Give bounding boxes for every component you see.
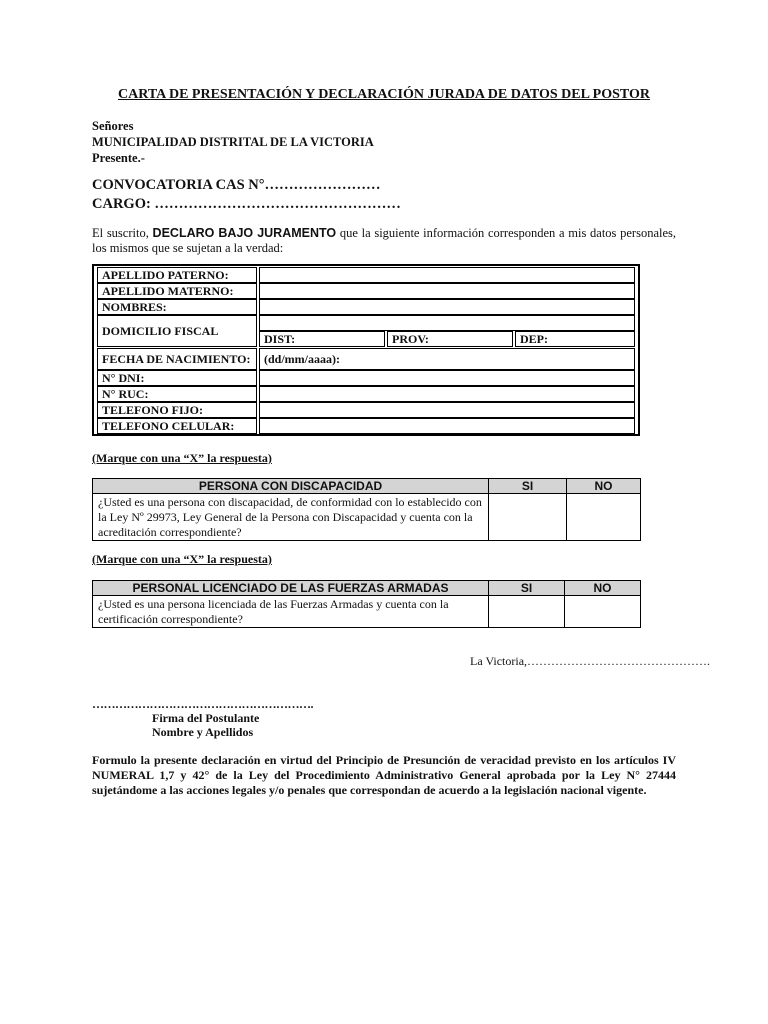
cargo-field: CARGO: …………………………………………… bbox=[92, 196, 401, 212]
input-ruc[interactable] bbox=[259, 386, 635, 402]
armed-header: PERSONAL LICENCIADO DE LAS FUERZAS ARMADAS bbox=[93, 581, 489, 596]
input-fecha-nacimiento[interactable]: (dd/mm/aaaa): bbox=[259, 348, 635, 370]
input-apellido-materno[interactable] bbox=[259, 283, 635, 299]
disability-no-box[interactable] bbox=[567, 494, 641, 541]
disability-question: ¿Usted es una persona con discapacidad, de conformidad con lo establecido con la Ley Nº 29973, Ley General de la Persona con Discapacidad y cuenta con la acreditación correspondiente? bbox=[93, 494, 489, 541]
label-domicilio: DOMICILIO FISCAL bbox=[97, 315, 257, 347]
input-domicilio[interactable] bbox=[259, 315, 635, 331]
personal-data-table bbox=[92, 264, 640, 436]
row-telefono-celular bbox=[97, 418, 635, 434]
addressee-presente: Presente.- bbox=[92, 151, 145, 165]
name-label: Nombre y Apellidos bbox=[152, 725, 254, 739]
armed-si-box[interactable] bbox=[489, 596, 565, 628]
armed-question-row bbox=[93, 596, 641, 628]
disability-question-row bbox=[93, 494, 641, 541]
label-dni: N° DNI: bbox=[97, 370, 257, 386]
disability-no-header: NO bbox=[567, 479, 641, 494]
document-title: CARTA DE PRESENTACIÓN Y DECLARACIÓN JURADA DE DATOS DEL POSTOR bbox=[118, 87, 650, 102]
instruction-marque-1: (Marque con una “X” la respuesta) bbox=[92, 451, 272, 465]
row-ruc bbox=[97, 386, 635, 402]
disability-si-header: SI bbox=[489, 479, 567, 494]
intro-text-after: que la siguiente información corresponden a mis datos personales, los mismos que se sujetan a la verdad: bbox=[92, 226, 677, 255]
row-telefono-fijo bbox=[97, 402, 635, 418]
label-apellido-paterno: APELLIDO PATERNO: bbox=[97, 267, 257, 283]
addressee-salutation: Señores bbox=[92, 119, 134, 133]
row-apellido-materno bbox=[97, 283, 635, 299]
input-telefono-celular[interactable] bbox=[259, 418, 635, 434]
row-fecha-nacimiento bbox=[97, 348, 635, 370]
input-dep[interactable]: DEP: bbox=[515, 331, 635, 347]
signature-label: Firma del Postulante bbox=[152, 711, 260, 725]
convocatoria-block bbox=[92, 176, 401, 214]
domicilio-subfields bbox=[259, 331, 635, 347]
armed-forces-table bbox=[92, 580, 641, 628]
disability-si-box[interactable] bbox=[489, 494, 567, 541]
input-dni[interactable] bbox=[259, 370, 635, 386]
intro-text-bold: DECLARO BAJO JURAMENTO bbox=[152, 226, 337, 240]
disability-header-row bbox=[93, 479, 641, 494]
input-prov[interactable]: PROV: bbox=[387, 331, 513, 347]
addressee-block bbox=[92, 118, 374, 166]
place-date-line: La Victoria,………………………………………. bbox=[470, 654, 711, 668]
row-nombres bbox=[97, 299, 635, 315]
label-nombres: NOMBRES: bbox=[97, 299, 257, 315]
disability-table bbox=[92, 478, 641, 541]
label-telefono-celular: TELEFONO CELULAR: bbox=[97, 418, 257, 434]
label-fecha-nacimiento: FECHA DE NACIMIENTO: bbox=[97, 348, 257, 370]
row-apellido-paterno bbox=[97, 267, 635, 283]
intro-paragraph bbox=[92, 226, 676, 256]
row-dni bbox=[97, 370, 635, 386]
armed-si-header: SI bbox=[489, 581, 565, 596]
input-telefono-fijo[interactable] bbox=[259, 402, 635, 418]
label-apellido-materno: APELLIDO MATERNO: bbox=[97, 283, 257, 299]
input-nombres[interactable] bbox=[259, 299, 635, 315]
legal-footer: Formulo la presente declaración en virtud del Principio de Presunción de veracidad previsto en los artículos IV NUMERAL 1,7 y 42° de la Ley del Procedimiento Administrativo General aprobada por la Ley N° 27444 sujetándome a las acciones legales y/o penales que correspondan de acuerdo a la legislación nacional vigente. bbox=[92, 753, 676, 797]
input-dist[interactable]: DIST: bbox=[259, 331, 385, 347]
armed-no-box[interactable] bbox=[565, 596, 641, 628]
disability-header: PERSONA CON DISCAPACIDAD bbox=[93, 479, 489, 494]
armed-question: ¿Usted es una persona licenciada de las Fuerzas Armadas y cuenta con la certificación correspondiente? bbox=[93, 596, 489, 628]
instruction-marque-2: (Marque con una “X” la respuesta) bbox=[92, 552, 272, 566]
input-apellido-paterno[interactable] bbox=[259, 267, 635, 283]
signature-line: …………………………………………………. bbox=[92, 697, 313, 711]
armed-no-header: NO bbox=[565, 581, 641, 596]
convocatoria-field: CONVOCATORIA CAS N°…………………… bbox=[92, 177, 381, 193]
addressee-institution: MUNICIPALIDAD DISTRITAL DE LA VICTORIA bbox=[92, 135, 374, 149]
armed-header-row bbox=[93, 581, 641, 596]
intro-text-before: El suscrito, bbox=[92, 226, 153, 240]
row-domicilio bbox=[97, 315, 635, 347]
label-telefono-fijo: TELEFONO FIJO: bbox=[97, 402, 257, 418]
label-ruc: N° RUC: bbox=[97, 386, 257, 402]
